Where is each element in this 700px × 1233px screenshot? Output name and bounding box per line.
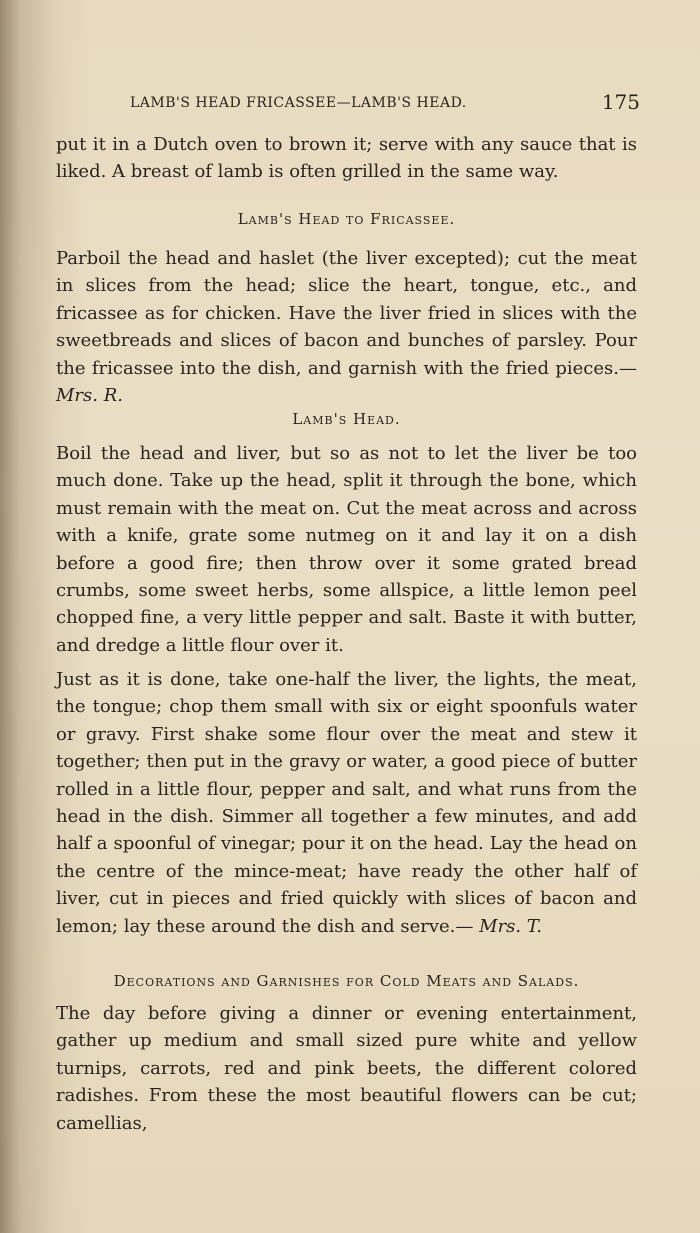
recipe-paragraph-1: Boil the head and liver, but so as not to let the liver be too much done. Take up the head, split it through the bone, which must remain with the meat on. Cut the meat across and across with a knife, grate some nutmeg on it and lay it on a dish before a good fire; then throw over it some grated bread crumbs, some sweet herbs, some allspice, a little lemon peel chopped fine, a very little pepper and salt. Baste it with butter, and dredge a little flour over it. xyxy=(56,443,637,656)
page-number: 175 xyxy=(601,90,640,114)
recipe-text: Just as it is done, take one-half the liver, the lights, the meat, the tongue; chop them small with six or eight spoonfuls water or gravy. First shake some flour over the meat and stew it together; then put in the gravy or water, a good piece of butter rolled in a little flour, pepper and salt, and what runs from the head in the dish. Simmer all together a few minutes, and add half a spoonful of vinegar; pour it on the head. Lay the head on the centre of the mince-meat; have ready the other half of liver, cut in pieces and fried quickly with slices of bacon and lemon; lay these around the dish and serve.— xyxy=(56,669,637,937)
recipe-author: Mrs. T. xyxy=(479,915,542,937)
recipe-title-lambs-head: Lamb's Head. xyxy=(292,410,401,428)
recipe-author: Mrs. R. xyxy=(56,385,123,407)
section-title-decorations: Decorations and Garnishes for Cold Meats and Salads. xyxy=(113,972,580,990)
recipe-text: Parboil the head and haslet (the liver excepted); cut the meat in slices from the head; slice the heart, tongue, etc., and fricassee as for chicken. Have the liver fried in slices with the sweetbreads and slices of bacon and bunches of parsley. Pour the fricassee into the dish, and garnish with the fried pieces.— xyxy=(56,248,637,379)
running-head: LAMB'S HEAD FRICASSEE—LAMB'S HEAD. xyxy=(130,95,467,111)
recipe-title-lambs-head-fricassee: Lamb's Head to Fricassee. xyxy=(237,210,456,228)
recipe-body-fricassee xyxy=(56,245,637,409)
continuation-paragraph: put it in a Dutch oven to brown it; serve with any sauce that is liked. A breast of lamb is often grilled in the same way. xyxy=(56,134,637,183)
recipe-paragraph-2 xyxy=(56,666,637,940)
page-header xyxy=(130,88,640,112)
section-body-decorations: The day before giving a dinner or evening entertainment, gather up medium and small sized pure white and yellow turnips, carrots, red and pink beets, the different colored radishes. From these the most beautiful flowers can be cut; camellias, xyxy=(56,1003,637,1134)
